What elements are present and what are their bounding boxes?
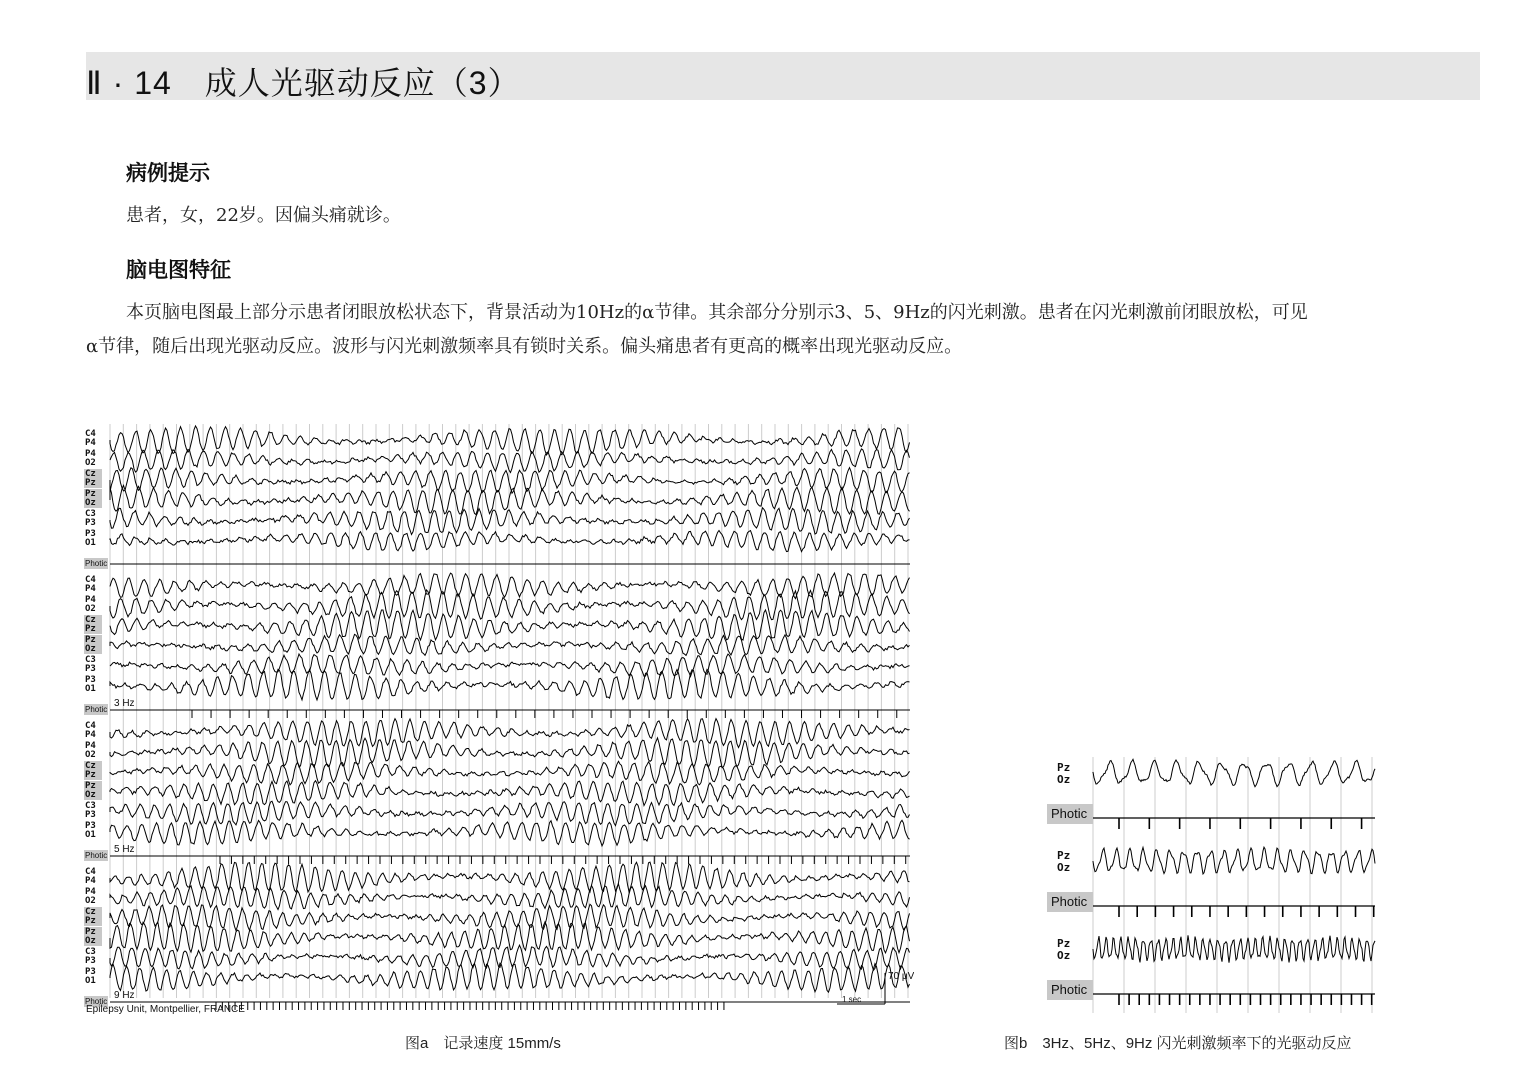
channel-label: Oz — [85, 498, 96, 508]
photic-label: Photic — [85, 705, 108, 714]
channel-label: Cz — [85, 907, 96, 917]
channel-label: P4 — [85, 730, 96, 740]
channel-label: P4 — [85, 887, 96, 897]
channel-label: Pz — [85, 770, 96, 780]
time-scale-label: 1 sec — [842, 995, 862, 1004]
channel-label: Oz — [85, 790, 96, 800]
channel-label: C3 — [85, 655, 96, 665]
source-label: Epilepsy Unit, Montpellier, FRANCE — [86, 1004, 245, 1015]
channel-label: Pz — [85, 489, 96, 499]
channel-label: P3 — [85, 821, 96, 831]
channel-label: C4 — [85, 867, 96, 877]
channel-label: O2 — [85, 458, 96, 468]
eeg-text-line2: α节律，随后出现光驱动反应。波形与闪光刺激频率具有锁时关系。偏头痛患者有更高的概率出现光驱动反应。 — [86, 336, 963, 357]
channel-label: C4 — [85, 429, 96, 439]
eeg-trace — [1093, 847, 1375, 874]
photic-label: Photic — [85, 851, 108, 860]
channel-label: P4 — [85, 584, 96, 594]
channel-label: Pz — [85, 624, 96, 634]
channel-label: Pz — [85, 781, 96, 791]
channel-label: P4 — [85, 595, 96, 605]
channel-label: O1 — [85, 538, 96, 548]
figure-b-eeg — [1045, 755, 1380, 1020]
channel-label: O1 — [85, 684, 96, 694]
eeg-heading: 脑电图特征 — [126, 259, 231, 282]
channel-label: Pz — [85, 478, 96, 488]
channel-label: Pz — [85, 916, 96, 926]
eeg-trace — [1093, 935, 1375, 962]
figure-a-caption: 图a 记录速度 15mm/s — [405, 1035, 561, 1052]
photic-frequency-label: 9 Hz — [114, 990, 135, 1001]
channel-label: Pz — [1057, 937, 1071, 950]
photic-label: Photic — [85, 559, 108, 568]
channel-label: P3 — [85, 967, 96, 977]
channel-label: Oz — [85, 644, 96, 654]
amplitude-scale-label: 70 μV — [888, 971, 914, 982]
channel-label: O2 — [85, 750, 96, 760]
title-bar — [86, 52, 1480, 100]
channel-label: P3 — [85, 810, 96, 820]
channel-label: P4 — [85, 449, 96, 459]
case-heading: 病例提示 — [126, 162, 210, 185]
channel-label: C3 — [85, 509, 96, 519]
photic-label: Photic — [1051, 806, 1088, 821]
channel-label: O1 — [85, 976, 96, 986]
channel-label: O1 — [85, 830, 96, 840]
channel-label: C3 — [85, 947, 96, 957]
channel-label: Cz — [85, 615, 96, 625]
photic-label: Photic — [1051, 894, 1088, 909]
channel-label: Oz — [85, 936, 96, 946]
channel-label: O2 — [85, 896, 96, 906]
channel-label: C3 — [85, 801, 96, 811]
channel-label: C4 — [85, 575, 96, 585]
channel-label: Oz — [1057, 861, 1071, 874]
channel-label: Pz — [1057, 849, 1071, 862]
channel-label: P4 — [85, 438, 96, 448]
channel-label: P4 — [85, 876, 96, 886]
channel-label: P3 — [85, 675, 96, 685]
channel-label: P3 — [85, 664, 96, 674]
figure-a — [84, 418, 914, 1018]
channel-label: Cz — [85, 761, 96, 771]
channel-label: P3 — [85, 956, 96, 966]
photic-frequency-label: 5 Hz — [114, 844, 135, 855]
case-text: 患者，女，22岁。因偏头痛就诊。 — [126, 205, 401, 226]
eeg-trace — [1093, 759, 1375, 786]
page-title: Ⅱ · 14 成人光驱动反应（3） — [86, 65, 521, 101]
channel-label: Oz — [1057, 773, 1071, 786]
channel-label: P3 — [85, 518, 96, 528]
channel-label: Pz — [1057, 761, 1071, 774]
channel-label: P3 — [85, 529, 96, 539]
channel-label: P4 — [85, 741, 96, 751]
photic-frequency-label: 3 Hz — [114, 698, 135, 709]
channel-label: Pz — [85, 635, 96, 645]
channel-label: O2 — [85, 604, 96, 614]
photic-label: Photic — [1051, 982, 1088, 997]
photic-label: Photic — [85, 997, 108, 1006]
figure-b-caption: 图b 3Hz、5Hz、9Hz 闪光刺激频率下的光驱动反应 — [1004, 1035, 1352, 1052]
figure-b — [1045, 755, 1380, 1020]
eeg-text-line1: 本页脑电图最上部分示患者闭眼放松状态下，背景活动为10Hz的α节律。其余部分分别示3、5、9Hz的闪光刺激。患者在闪光刺激前闭眼放松，可见 — [126, 302, 1308, 323]
channel-label: C4 — [85, 721, 96, 731]
channel-label: Pz — [85, 927, 96, 937]
figure-a-eeg — [84, 418, 914, 1018]
channel-label: Cz — [85, 469, 96, 479]
channel-label: Oz — [1057, 949, 1071, 962]
